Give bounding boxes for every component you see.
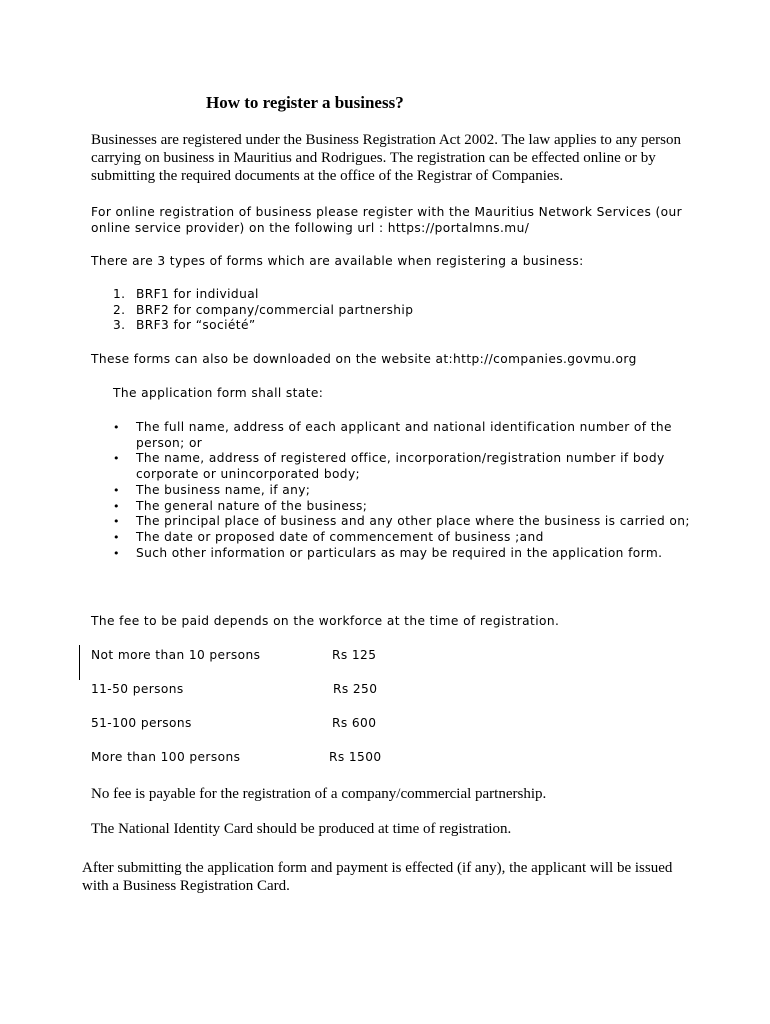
bullet-icon: • bbox=[113, 452, 120, 466]
online-registration-paragraph: For online registration of business please register with the Mauritius Network Services (our online service provider) on the following url : https://portalmns.mu/ bbox=[91, 205, 683, 235]
list-item bbox=[91, 451, 691, 482]
no-fee-note: No fee is payable for the registration of a company/commercial partnership. bbox=[91, 786, 547, 802]
bullet-icon: • bbox=[113, 530, 120, 544]
form-text: BRF1 for individual bbox=[136, 287, 259, 301]
list-item bbox=[91, 530, 691, 546]
list-item bbox=[91, 303, 413, 319]
fee-amount: Rs 1500 bbox=[329, 750, 382, 764]
requirement-text: The business name, if any; bbox=[136, 482, 311, 497]
bullet-icon: • bbox=[113, 546, 120, 560]
requirement-text: The date or proposed date of commencement of business ;and bbox=[136, 529, 544, 544]
requirement-text: The full name, address of each applicant and national identification number of the person; or bbox=[136, 420, 672, 450]
list-number: 1. bbox=[113, 287, 126, 301]
list-item bbox=[91, 514, 691, 530]
requirement-text: The general nature of the business; bbox=[136, 498, 368, 513]
download-note: These forms can also be downloaded on the website at:http://companies.govmu.org bbox=[91, 352, 637, 366]
bullet-icon: • bbox=[113, 499, 120, 513]
form-text: BRF2 for company/commercial partnership bbox=[136, 302, 414, 317]
bullet-icon: • bbox=[113, 421, 120, 434]
application-intro: The application form shall state: bbox=[113, 386, 324, 400]
id-card-note: The National Identity Card should be produced at time of registration. bbox=[91, 821, 512, 837]
fee-workforce-label: 51-100 persons bbox=[91, 716, 192, 730]
requirement-text: The name, address of registered office, incorporation/registration number if body corporate or unincorporated body; bbox=[136, 451, 665, 482]
revision-bar bbox=[79, 645, 80, 680]
list-number: 2. bbox=[113, 302, 126, 317]
intro-paragraph: Businesses are registered under the Business Registration Act 2002. The law applies to any person carrying on business in Mauritius and Rodrigues. The registration can be effected online or by submitting the required documents at the office of the Registrar of Companies. bbox=[91, 132, 682, 184]
list-item bbox=[91, 318, 413, 334]
fee-workforce-label: More than 100 persons bbox=[91, 750, 241, 764]
page-title: How to register a business? bbox=[206, 93, 404, 112]
fee-amount: Rs 125 bbox=[332, 648, 377, 662]
list-number: 3. bbox=[113, 318, 126, 332]
fee-workforce-label: Not more than 10 persons bbox=[91, 648, 261, 662]
requirement-text: Such other information or particulars as may be required in the application form. bbox=[136, 545, 663, 560]
application-requirements-list bbox=[91, 420, 691, 561]
fee-intro: The fee to be paid depends on the workforce at the time of registration. bbox=[91, 614, 560, 628]
fee-amount: Rs 250 bbox=[333, 682, 378, 696]
fee-amount: Rs 600 bbox=[332, 716, 377, 730]
forms-intro: There are 3 types of forms which are available when registering a business: bbox=[91, 254, 584, 268]
form-text: BRF3 for “société” bbox=[136, 318, 256, 332]
bullet-icon: • bbox=[113, 515, 120, 529]
forms-list bbox=[91, 287, 413, 334]
list-item bbox=[91, 287, 413, 303]
requirement-text: The principal place of business and any other place where the business is carried on; bbox=[136, 514, 690, 529]
list-item bbox=[91, 483, 691, 499]
closing-paragraph: After submitting the application form and payment is effected (if any), the applicant will be issued with a Business Registration Card. bbox=[82, 860, 673, 894]
list-item bbox=[91, 546, 691, 562]
bullet-icon: • bbox=[113, 483, 120, 497]
fee-workforce-label: 11-50 persons bbox=[91, 682, 184, 696]
list-item bbox=[91, 499, 691, 515]
list-item bbox=[91, 420, 691, 451]
